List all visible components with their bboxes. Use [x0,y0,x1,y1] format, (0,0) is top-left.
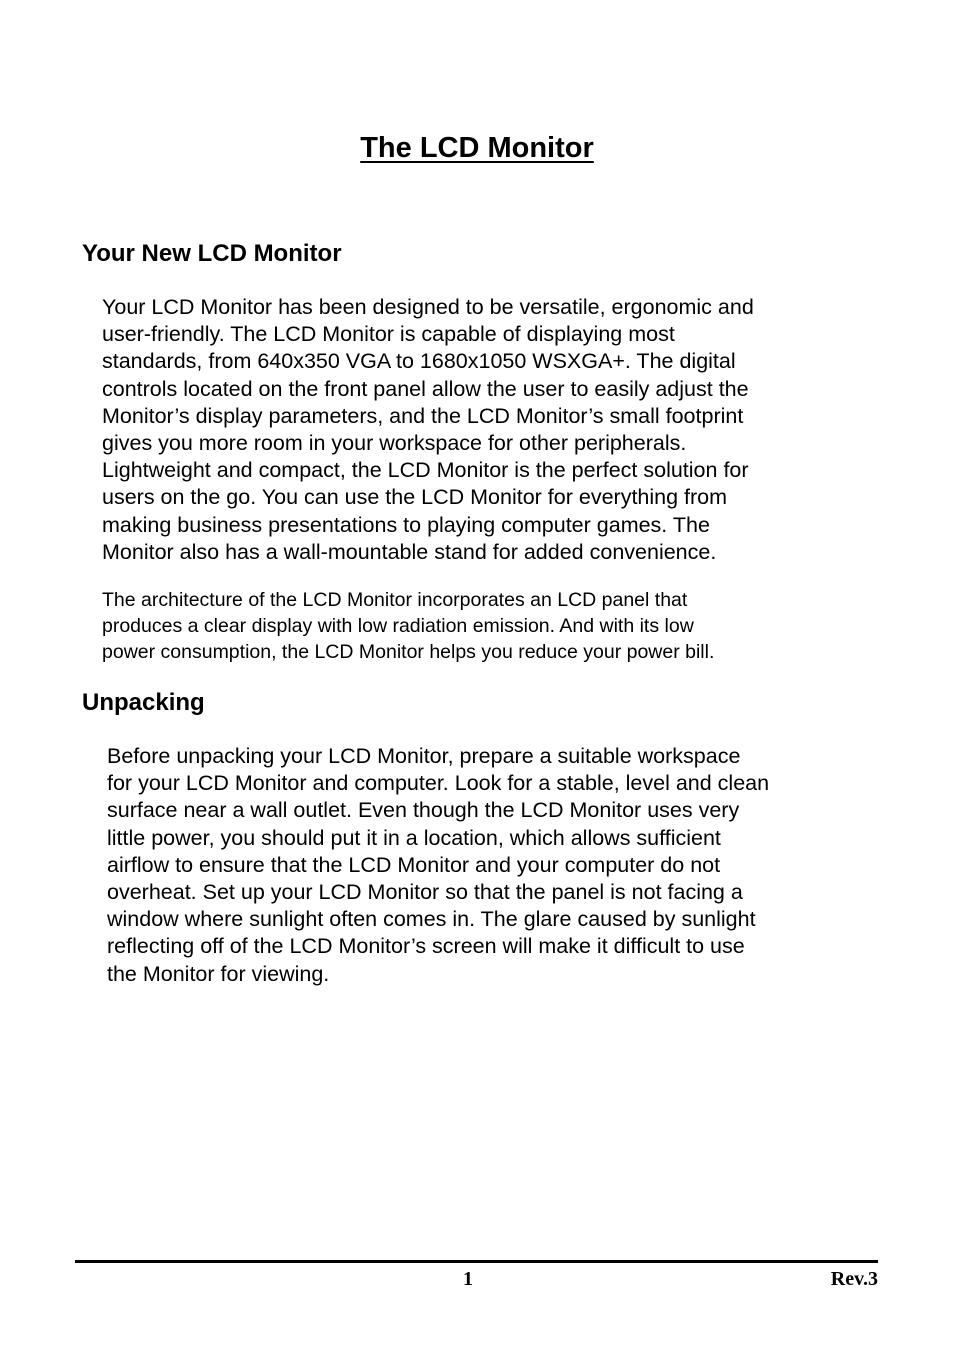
architecture-paragraph: The architecture of the LCD Monitor incorporates an LCD panel that produces a clear display with low radiation emission. And with its low power consumption, the LCD Monitor helps you reduce your power bill. [102,589,715,663]
revision-label: Rev.3 [830,1268,878,1290]
unpacking-paragraph: Before unpacking your LCD Monitor, prepare a suitable workspace for your LCD Monitor and computer. Look for a stable, level and clean surface near a wall outlet. Even though the LCD Monitor uses very little power, you should put it in a location, which allows sufficient airflow to ensure that the LCD Monitor and your computer do not overheat. Set up your LCD Monitor so that the panel is not facing a window where sunlight often comes in. The glare caused by sunlight reflecting off of the LCD Monitor’s screen will make it difficult to use the Monitor for viewing. [107,744,770,986]
page-number: 1 [463,1268,473,1290]
section-heading-unpacking: Unpacking [82,689,205,716]
page-title: The LCD Monitor [360,132,594,164]
section-heading-your-new-lcd-monitor: Your New LCD Monitor [82,240,342,267]
intro-paragraph: Your LCD Monitor has been designed to be versatile, ergonomic and user-friendly. The LCD Monitor is capable of displaying most standards, from 640x350 VGA to 1680x1050 WSXGA+. The digital controls located on the front panel allow the user to easily adjust the Monitor’s display parameters, and the LCD Monitor’s small footprint gives you more room in your workspace for other peripherals. Lightweight and compact, the LCD Monitor is the perfect solution for users on the go. You can use the LCD Monitor for everything from making business presentations to playing computer games. The Monitor also has a wall-mountable stand for added convenience. [102,295,754,564]
footer-divider [75,1260,878,1263]
